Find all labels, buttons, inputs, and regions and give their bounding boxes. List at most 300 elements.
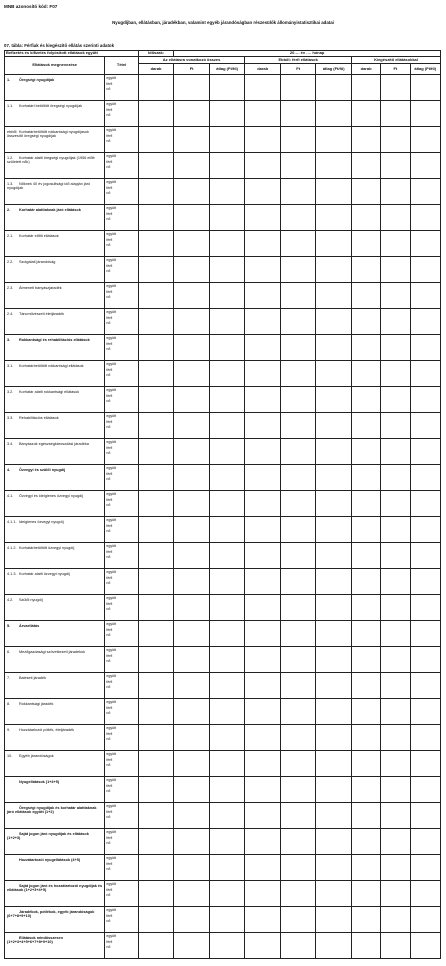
- value-cell[interactable]: [138, 491, 174, 517]
- value-cell[interactable]: [410, 933, 441, 959]
- value-cell[interactable]: [351, 803, 380, 829]
- value-cell[interactable]: [245, 231, 281, 257]
- value-cell[interactable]: [174, 803, 210, 829]
- value-cell[interactable]: [351, 673, 380, 699]
- value-cell[interactable]: [351, 465, 380, 491]
- value-cell[interactable]: [209, 387, 245, 413]
- value-cell[interactable]: [280, 361, 316, 387]
- value-cell[interactable]: [410, 595, 441, 621]
- value-cell[interactable]: [174, 231, 210, 257]
- value-cell[interactable]: [410, 127, 441, 153]
- value-cell[interactable]: [316, 439, 352, 465]
- value-cell[interactable]: [245, 777, 281, 803]
- value-cell[interactable]: [381, 569, 410, 595]
- value-cell[interactable]: [245, 387, 281, 413]
- value-cell[interactable]: [245, 569, 281, 595]
- value-cell[interactable]: [138, 751, 174, 777]
- value-cell[interactable]: [174, 855, 210, 881]
- value-cell[interactable]: [381, 803, 410, 829]
- value-cell[interactable]: [381, 231, 410, 257]
- value-cell[interactable]: [410, 75, 441, 101]
- value-cell[interactable]: [410, 309, 441, 335]
- value-cell[interactable]: [209, 205, 245, 231]
- value-cell[interactable]: [381, 621, 410, 647]
- value-cell[interactable]: [381, 673, 410, 699]
- value-cell[interactable]: [209, 699, 245, 725]
- value-cell[interactable]: [138, 101, 174, 127]
- value-cell[interactable]: [280, 933, 316, 959]
- value-cell[interactable]: [280, 829, 316, 855]
- value-cell[interactable]: [280, 855, 316, 881]
- value-cell[interactable]: [138, 907, 174, 933]
- value-cell[interactable]: [280, 673, 316, 699]
- value-cell[interactable]: [245, 309, 281, 335]
- value-cell[interactable]: [381, 75, 410, 101]
- value-cell[interactable]: [174, 881, 210, 907]
- value-cell[interactable]: [174, 283, 210, 309]
- value-cell[interactable]: [410, 205, 441, 231]
- value-cell[interactable]: [316, 75, 352, 101]
- value-cell[interactable]: [410, 725, 441, 751]
- value-cell[interactable]: [381, 595, 410, 621]
- value-cell[interactable]: [174, 829, 210, 855]
- value-cell[interactable]: [410, 387, 441, 413]
- value-cell[interactable]: [381, 777, 410, 803]
- value-cell[interactable]: [381, 751, 410, 777]
- value-cell[interactable]: [138, 543, 174, 569]
- value-cell[interactable]: [351, 543, 380, 569]
- value-cell[interactable]: [410, 569, 441, 595]
- value-cell[interactable]: [381, 699, 410, 725]
- value-cell[interactable]: [316, 933, 352, 959]
- value-cell[interactable]: [280, 387, 316, 413]
- value-cell[interactable]: [351, 413, 380, 439]
- value-cell[interactable]: [174, 361, 210, 387]
- value-cell[interactable]: [351, 309, 380, 335]
- value-cell[interactable]: [316, 569, 352, 595]
- value-cell[interactable]: [381, 933, 410, 959]
- value-cell[interactable]: [280, 179, 316, 205]
- value-cell[interactable]: [410, 335, 441, 361]
- value-cell[interactable]: [316, 543, 352, 569]
- value-cell[interactable]: [381, 257, 410, 283]
- value-cell[interactable]: [174, 673, 210, 699]
- value-cell[interactable]: [138, 517, 174, 543]
- value-cell[interactable]: [138, 413, 174, 439]
- value-cell[interactable]: [381, 205, 410, 231]
- value-cell[interactable]: [138, 569, 174, 595]
- value-cell[interactable]: [381, 855, 410, 881]
- value-cell[interactable]: [410, 829, 441, 855]
- value-cell[interactable]: [209, 413, 245, 439]
- value-cell[interactable]: [280, 647, 316, 673]
- value-cell[interactable]: [245, 101, 281, 127]
- value-cell[interactable]: [316, 829, 352, 855]
- value-cell[interactable]: [316, 881, 352, 907]
- value-cell[interactable]: [351, 595, 380, 621]
- value-cell[interactable]: [316, 283, 352, 309]
- value-cell[interactable]: [174, 75, 210, 101]
- value-cell[interactable]: [174, 205, 210, 231]
- value-cell[interactable]: [174, 517, 210, 543]
- value-cell[interactable]: [280, 543, 316, 569]
- value-cell[interactable]: [138, 387, 174, 413]
- value-cell[interactable]: [209, 595, 245, 621]
- value-cell[interactable]: [209, 127, 245, 153]
- value-cell[interactable]: [245, 127, 281, 153]
- value-cell[interactable]: [245, 621, 281, 647]
- value-cell[interactable]: [351, 153, 380, 179]
- value-cell[interactable]: [209, 777, 245, 803]
- value-cell[interactable]: [280, 439, 316, 465]
- value-cell[interactable]: [245, 933, 281, 959]
- value-cell[interactable]: [316, 179, 352, 205]
- value-cell[interactable]: [351, 621, 380, 647]
- value-cell[interactable]: [410, 179, 441, 205]
- value-cell[interactable]: [381, 907, 410, 933]
- value-cell[interactable]: [381, 179, 410, 205]
- value-cell[interactable]: [209, 465, 245, 491]
- value-cell[interactable]: [209, 257, 245, 283]
- value-cell[interactable]: [351, 699, 380, 725]
- value-cell[interactable]: [410, 907, 441, 933]
- value-cell[interactable]: [245, 283, 281, 309]
- value-cell[interactable]: [245, 75, 281, 101]
- value-cell[interactable]: [316, 153, 352, 179]
- value-cell[interactable]: [245, 205, 281, 231]
- value-cell[interactable]: [209, 855, 245, 881]
- value-cell[interactable]: [410, 257, 441, 283]
- value-cell[interactable]: [280, 725, 316, 751]
- value-cell[interactable]: [138, 595, 174, 621]
- value-cell[interactable]: [209, 439, 245, 465]
- value-cell[interactable]: [381, 335, 410, 361]
- value-cell[interactable]: [280, 127, 316, 153]
- value-cell[interactable]: [209, 283, 245, 309]
- value-cell[interactable]: [280, 413, 316, 439]
- value-cell[interactable]: [280, 257, 316, 283]
- value-cell[interactable]: [209, 673, 245, 699]
- value-cell[interactable]: [410, 231, 441, 257]
- value-cell[interactable]: [410, 413, 441, 439]
- value-cell[interactable]: [351, 491, 380, 517]
- value-cell[interactable]: [351, 829, 380, 855]
- value-cell[interactable]: [410, 699, 441, 725]
- value-cell[interactable]: [209, 309, 245, 335]
- value-cell[interactable]: [381, 387, 410, 413]
- value-cell[interactable]: [209, 621, 245, 647]
- value-cell[interactable]: [138, 75, 174, 101]
- value-cell[interactable]: [410, 517, 441, 543]
- value-cell[interactable]: [410, 101, 441, 127]
- value-cell[interactable]: [174, 387, 210, 413]
- value-cell[interactable]: [138, 335, 174, 361]
- value-cell[interactable]: [209, 725, 245, 751]
- value-cell[interactable]: [381, 725, 410, 751]
- value-cell[interactable]: [245, 751, 281, 777]
- value-cell[interactable]: [245, 491, 281, 517]
- value-cell[interactable]: [280, 153, 316, 179]
- value-cell[interactable]: [351, 257, 380, 283]
- value-cell[interactable]: [381, 153, 410, 179]
- value-cell[interactable]: [280, 881, 316, 907]
- value-cell[interactable]: [138, 231, 174, 257]
- value-cell[interactable]: [138, 881, 174, 907]
- value-cell[interactable]: [381, 361, 410, 387]
- value-cell[interactable]: [410, 153, 441, 179]
- value-cell[interactable]: [351, 231, 380, 257]
- value-cell[interactable]: [316, 413, 352, 439]
- value-cell[interactable]: [138, 855, 174, 881]
- value-cell[interactable]: [174, 725, 210, 751]
- value-cell[interactable]: [138, 205, 174, 231]
- value-cell[interactable]: [351, 283, 380, 309]
- value-cell[interactable]: [316, 205, 352, 231]
- value-cell[interactable]: [316, 907, 352, 933]
- value-cell[interactable]: [138, 153, 174, 179]
- value-cell[interactable]: [316, 621, 352, 647]
- value-cell[interactable]: [245, 465, 281, 491]
- value-cell[interactable]: [245, 153, 281, 179]
- value-cell[interactable]: [174, 543, 210, 569]
- value-cell[interactable]: [245, 647, 281, 673]
- value-cell[interactable]: [410, 647, 441, 673]
- value-cell[interactable]: [174, 127, 210, 153]
- value-cell[interactable]: [280, 465, 316, 491]
- value-cell[interactable]: [209, 829, 245, 855]
- value-cell[interactable]: [174, 309, 210, 335]
- value-cell[interactable]: [138, 283, 174, 309]
- value-cell[interactable]: [351, 777, 380, 803]
- value-cell[interactable]: [351, 517, 380, 543]
- value-cell[interactable]: [381, 127, 410, 153]
- value-cell[interactable]: [280, 309, 316, 335]
- value-cell[interactable]: [138, 803, 174, 829]
- value-cell[interactable]: [316, 335, 352, 361]
- value-cell[interactable]: [174, 647, 210, 673]
- value-cell[interactable]: [138, 725, 174, 751]
- value-cell[interactable]: [381, 647, 410, 673]
- value-cell[interactable]: [209, 517, 245, 543]
- value-cell[interactable]: [245, 439, 281, 465]
- value-cell[interactable]: [410, 543, 441, 569]
- value-cell[interactable]: [316, 465, 352, 491]
- value-cell[interactable]: [209, 751, 245, 777]
- value-cell[interactable]: [174, 777, 210, 803]
- value-cell[interactable]: [174, 933, 210, 959]
- value-cell[interactable]: [138, 777, 174, 803]
- value-cell[interactable]: [209, 907, 245, 933]
- value-cell[interactable]: [174, 465, 210, 491]
- value-cell[interactable]: [410, 881, 441, 907]
- value-cell[interactable]: [245, 699, 281, 725]
- value-cell[interactable]: [316, 387, 352, 413]
- value-cell[interactable]: [351, 387, 380, 413]
- value-cell[interactable]: [316, 231, 352, 257]
- value-cell[interactable]: [245, 725, 281, 751]
- value-cell[interactable]: [138, 621, 174, 647]
- value-cell[interactable]: [316, 855, 352, 881]
- value-cell[interactable]: [351, 205, 380, 231]
- value-cell[interactable]: [174, 257, 210, 283]
- value-cell[interactable]: [410, 673, 441, 699]
- value-cell[interactable]: [381, 543, 410, 569]
- value-cell[interactable]: [280, 75, 316, 101]
- value-cell[interactable]: [316, 517, 352, 543]
- value-cell[interactable]: [209, 75, 245, 101]
- value-cell[interactable]: [351, 75, 380, 101]
- value-cell[interactable]: [351, 439, 380, 465]
- value-cell[interactable]: [410, 803, 441, 829]
- value-cell[interactable]: [174, 153, 210, 179]
- value-cell[interactable]: [381, 491, 410, 517]
- value-cell[interactable]: [245, 335, 281, 361]
- value-cell[interactable]: [280, 101, 316, 127]
- value-cell[interactable]: [316, 309, 352, 335]
- value-cell[interactable]: [381, 829, 410, 855]
- value-cell[interactable]: [174, 569, 210, 595]
- value-cell[interactable]: [410, 491, 441, 517]
- value-cell[interactable]: [381, 309, 410, 335]
- value-cell[interactable]: [280, 231, 316, 257]
- value-cell[interactable]: [280, 803, 316, 829]
- value-cell[interactable]: [209, 647, 245, 673]
- value-cell[interactable]: [209, 543, 245, 569]
- value-cell[interactable]: [245, 257, 281, 283]
- value-cell[interactable]: [245, 803, 281, 829]
- value-cell[interactable]: [138, 933, 174, 959]
- value-cell[interactable]: [174, 179, 210, 205]
- value-cell[interactable]: [138, 829, 174, 855]
- value-cell[interactable]: [138, 309, 174, 335]
- value-cell[interactable]: [280, 491, 316, 517]
- value-cell[interactable]: [351, 881, 380, 907]
- value-cell[interactable]: [138, 361, 174, 387]
- value-cell[interactable]: [174, 491, 210, 517]
- value-cell[interactable]: [245, 179, 281, 205]
- value-cell[interactable]: [410, 777, 441, 803]
- value-cell[interactable]: [381, 465, 410, 491]
- value-cell[interactable]: [209, 933, 245, 959]
- value-cell[interactable]: [351, 335, 380, 361]
- value-cell[interactable]: [245, 517, 281, 543]
- value-cell[interactable]: [174, 699, 210, 725]
- value-cell[interactable]: [410, 751, 441, 777]
- value-cell[interactable]: [138, 179, 174, 205]
- value-cell[interactable]: [209, 569, 245, 595]
- value-cell[interactable]: [351, 647, 380, 673]
- value-cell[interactable]: [174, 101, 210, 127]
- value-cell[interactable]: [410, 283, 441, 309]
- value-cell[interactable]: [209, 361, 245, 387]
- value-cell[interactable]: [351, 101, 380, 127]
- value-cell[interactable]: [316, 803, 352, 829]
- value-cell[interactable]: [174, 439, 210, 465]
- value-cell[interactable]: [209, 335, 245, 361]
- value-cell[interactable]: [174, 751, 210, 777]
- value-cell[interactable]: [138, 673, 174, 699]
- value-cell[interactable]: [316, 127, 352, 153]
- value-cell[interactable]: [209, 881, 245, 907]
- value-cell[interactable]: [280, 335, 316, 361]
- value-cell[interactable]: [316, 101, 352, 127]
- value-cell[interactable]: [245, 907, 281, 933]
- value-cell[interactable]: [138, 439, 174, 465]
- value-cell[interactable]: [316, 699, 352, 725]
- value-cell[interactable]: [174, 907, 210, 933]
- value-cell[interactable]: [381, 101, 410, 127]
- value-cell[interactable]: [280, 283, 316, 309]
- value-cell[interactable]: [174, 621, 210, 647]
- value-cell[interactable]: [410, 465, 441, 491]
- value-cell[interactable]: [245, 855, 281, 881]
- value-cell[interactable]: [351, 569, 380, 595]
- value-cell[interactable]: [316, 647, 352, 673]
- value-cell[interactable]: [174, 335, 210, 361]
- value-cell[interactable]: [245, 881, 281, 907]
- value-cell[interactable]: [280, 699, 316, 725]
- value-cell[interactable]: [209, 153, 245, 179]
- value-cell[interactable]: [351, 725, 380, 751]
- value-cell[interactable]: [381, 283, 410, 309]
- value-cell[interactable]: [410, 439, 441, 465]
- value-cell[interactable]: [138, 647, 174, 673]
- value-cell[interactable]: [280, 621, 316, 647]
- value-cell[interactable]: [410, 621, 441, 647]
- value-cell[interactable]: [174, 413, 210, 439]
- value-cell[interactable]: [316, 257, 352, 283]
- value-cell[interactable]: [280, 595, 316, 621]
- value-cell[interactable]: [351, 933, 380, 959]
- value-cell[interactable]: [280, 907, 316, 933]
- value-cell[interactable]: [351, 751, 380, 777]
- value-cell[interactable]: [316, 725, 352, 751]
- value-cell[interactable]: [381, 881, 410, 907]
- value-cell[interactable]: [280, 777, 316, 803]
- value-cell[interactable]: [245, 543, 281, 569]
- value-cell[interactable]: [316, 491, 352, 517]
- value-cell[interactable]: [209, 491, 245, 517]
- value-cell[interactable]: [316, 777, 352, 803]
- value-cell[interactable]: [280, 205, 316, 231]
- value-cell[interactable]: [174, 595, 210, 621]
- value-cell[interactable]: [138, 699, 174, 725]
- value-cell[interactable]: [245, 673, 281, 699]
- value-cell[interactable]: [280, 569, 316, 595]
- value-cell[interactable]: [245, 829, 281, 855]
- value-cell[interactable]: [209, 803, 245, 829]
- value-cell[interactable]: [381, 413, 410, 439]
- value-cell[interactable]: [245, 595, 281, 621]
- value-cell[interactable]: [209, 101, 245, 127]
- value-cell[interactable]: [351, 855, 380, 881]
- value-cell[interactable]: [138, 257, 174, 283]
- value-cell[interactable]: [351, 361, 380, 387]
- value-cell[interactable]: [209, 231, 245, 257]
- value-cell[interactable]: [410, 855, 441, 881]
- value-cell[interactable]: [351, 907, 380, 933]
- value-cell[interactable]: [316, 361, 352, 387]
- value-cell[interactable]: [138, 127, 174, 153]
- value-cell[interactable]: [381, 439, 410, 465]
- value-cell[interactable]: [381, 517, 410, 543]
- value-cell[interactable]: [280, 517, 316, 543]
- value-cell[interactable]: [351, 179, 380, 205]
- value-cell[interactable]: [316, 595, 352, 621]
- value-cell[interactable]: [351, 127, 380, 153]
- value-cell[interactable]: [138, 465, 174, 491]
- value-cell[interactable]: [209, 179, 245, 205]
